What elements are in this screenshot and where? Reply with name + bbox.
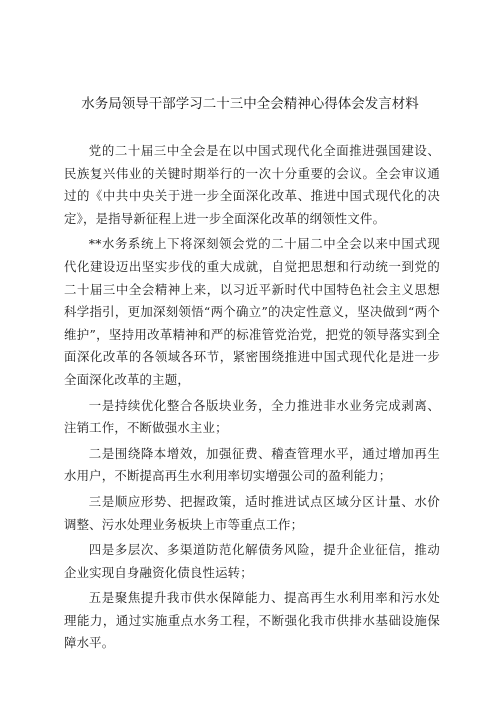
paragraph-point-3: 三是顺应形势、把握政策，适时推进试点区域分区计量、水价调整、污水处理业务板块上市等重点工作； bbox=[64, 493, 440, 532]
paragraph-main: **水务系统上下将深刻领会党的二十届二中全会以来中国式现代化建设迈出坚实步伐的重大成就，自觉把思想和行动统一到党的二十届三中全会精神上来，以习近平新时代中国特色社会主义思想科学指引，更加深刻领悟“两个确立”的决定性意义，坚决做到“两个维护”，坚持用改革精神和严的标准管党治党，把党的领导落实到全面深化改革的各领域各环节，紧密围绕推进中国式现代化是进一步全面深化改革的主题， bbox=[64, 236, 440, 387]
document-body bbox=[64, 140, 440, 655]
paragraph-point-4: 四是多层次、多渠道防范化解债务风险，提升企业征信，推动企业实现自身融资化债良性运转； bbox=[64, 542, 440, 580]
document-title: 水务局领导干部学习二十三中全会精神心得体会发言材料 bbox=[81, 96, 419, 112]
paragraph-point-1: 一是持续优化整合各版块业务，全力推进非水业务完成剥离、注销工作，不断做强水主业； bbox=[64, 397, 440, 436]
paragraph-point-2: 二是围绕降本增效，加强征费、稽查管理水平，通过增加再生水用户，不断提高再生水利用率切实增强公司的盈利能力； bbox=[64, 445, 440, 484]
paragraph-intro: 党的二十届三中全会是在以中国式现代化全面推进强国建设、民族复兴伟业的关键时期举行的一次十分重要的会议。全会审议通过的《中共中央关于进一步全面深化改革、推进中国式现代化的决定》，是指导新征程上进一步全面深化改革的纲领性文件。 bbox=[64, 143, 440, 226]
paragraph-point-5: 五是聚焦提升我市供水保障能力、提高再生水利用率和污水处理能力，通过实施重点水务工程，不断强化我市供排水基础设施保障水平。 bbox=[64, 590, 440, 651]
